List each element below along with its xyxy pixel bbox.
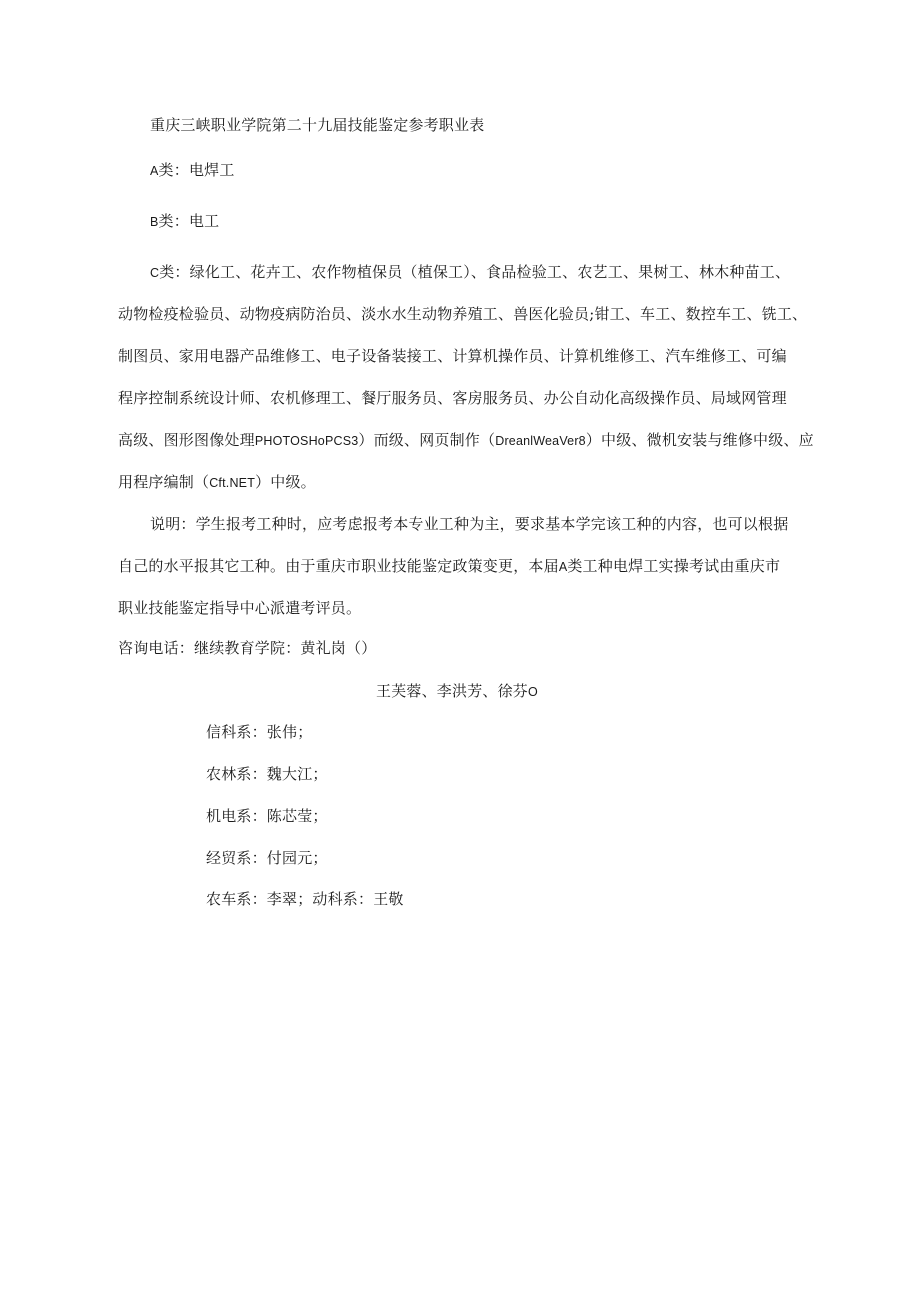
category-c-text-6c: ）中级。 bbox=[255, 473, 316, 491]
category-c-text-6a: 用程序编制（ bbox=[118, 473, 210, 491]
note-text-2b: A bbox=[558, 560, 568, 574]
category-a-label: 类：电焊工 bbox=[158, 161, 235, 179]
category-c-line-1 bbox=[150, 262, 790, 283]
category-a bbox=[150, 160, 235, 181]
department-item: 机电系：陈芯莹； bbox=[206, 807, 328, 825]
category-c-text-5c: ）而级、网页制作（ bbox=[358, 431, 496, 449]
consult-text-2a: 王芙蓉、李洪芳、徐芬 bbox=[376, 682, 529, 700]
category-c-line-6 bbox=[118, 472, 316, 493]
department-item: 农车系：李翠；动科系：王敬 bbox=[206, 890, 404, 908]
note-text-2c: 类工种电焊工实操考试由重庆市 bbox=[567, 557, 781, 575]
category-b-label: 类：电工 bbox=[158, 212, 220, 230]
category-c-line-3: 制图员、家用电器产品维修工、电子设备装接工、计算机操作员、计算机维修工、汽车维修工、可编 bbox=[118, 347, 787, 365]
category-c-text-5a: 高级、图形图像处理 bbox=[118, 431, 255, 449]
department-item: 农林系：魏大江； bbox=[206, 765, 328, 783]
category-c-text-5b: PHOTOSHoPCS3 bbox=[254, 434, 359, 448]
category-c-prefix: C bbox=[150, 266, 160, 280]
category-c-line-5 bbox=[118, 430, 814, 451]
category-c-line-2: 动物检疫检验员、动物疫病防治员、淡水水生动物养殖工、兽医化验员;钳工、车工、数控车工、铣工、 bbox=[118, 305, 808, 323]
note-text-2a: 自己的水平报其它工种。由于重庆市职业技能鉴定政策变更，本届 bbox=[118, 557, 559, 575]
category-c-line-4: 程序控制系统设计师、农机修理工、餐厅服务员、客房服务员、办公自动化高级操作员、局域网管理 bbox=[118, 389, 787, 407]
category-c-text-5e: ）中级、微机安装与维修中级、应 bbox=[585, 431, 814, 449]
note-line-3: 职业技能鉴定指导中心派遣考评员。 bbox=[118, 599, 362, 617]
category-b bbox=[150, 211, 219, 232]
category-a-prefix: A bbox=[150, 164, 159, 178]
consult-text-2b: O bbox=[528, 685, 538, 699]
category-c-text-1: 类：绿化工、花卉工、农作物植保员（植保工）、食品检验工、农艺工、果树工、林木种苗工、 bbox=[159, 263, 791, 281]
category-b-prefix: B bbox=[150, 215, 159, 229]
note-line-2 bbox=[118, 556, 780, 577]
department-item: 信科系：张伟； bbox=[206, 723, 313, 741]
note-line-1: 说明：学生报考工种时，应考虑报考本专业工种为主，要求基本学完该工种的内容，也可以根据 bbox=[150, 515, 789, 533]
consult-line-2 bbox=[376, 681, 538, 702]
category-c-text-5d: DreanlWeaVer8 bbox=[495, 434, 586, 448]
consult-line-1: 咨询电话：继续教育学院：黄礼岗（） bbox=[118, 639, 377, 657]
category-c-text-6b: Cft.NET bbox=[209, 476, 256, 490]
department-item: 经贸系：付园元； bbox=[206, 849, 328, 867]
document-title: 重庆三峡职业学院第二十九届技能鉴定参考职业表 bbox=[150, 116, 485, 134]
